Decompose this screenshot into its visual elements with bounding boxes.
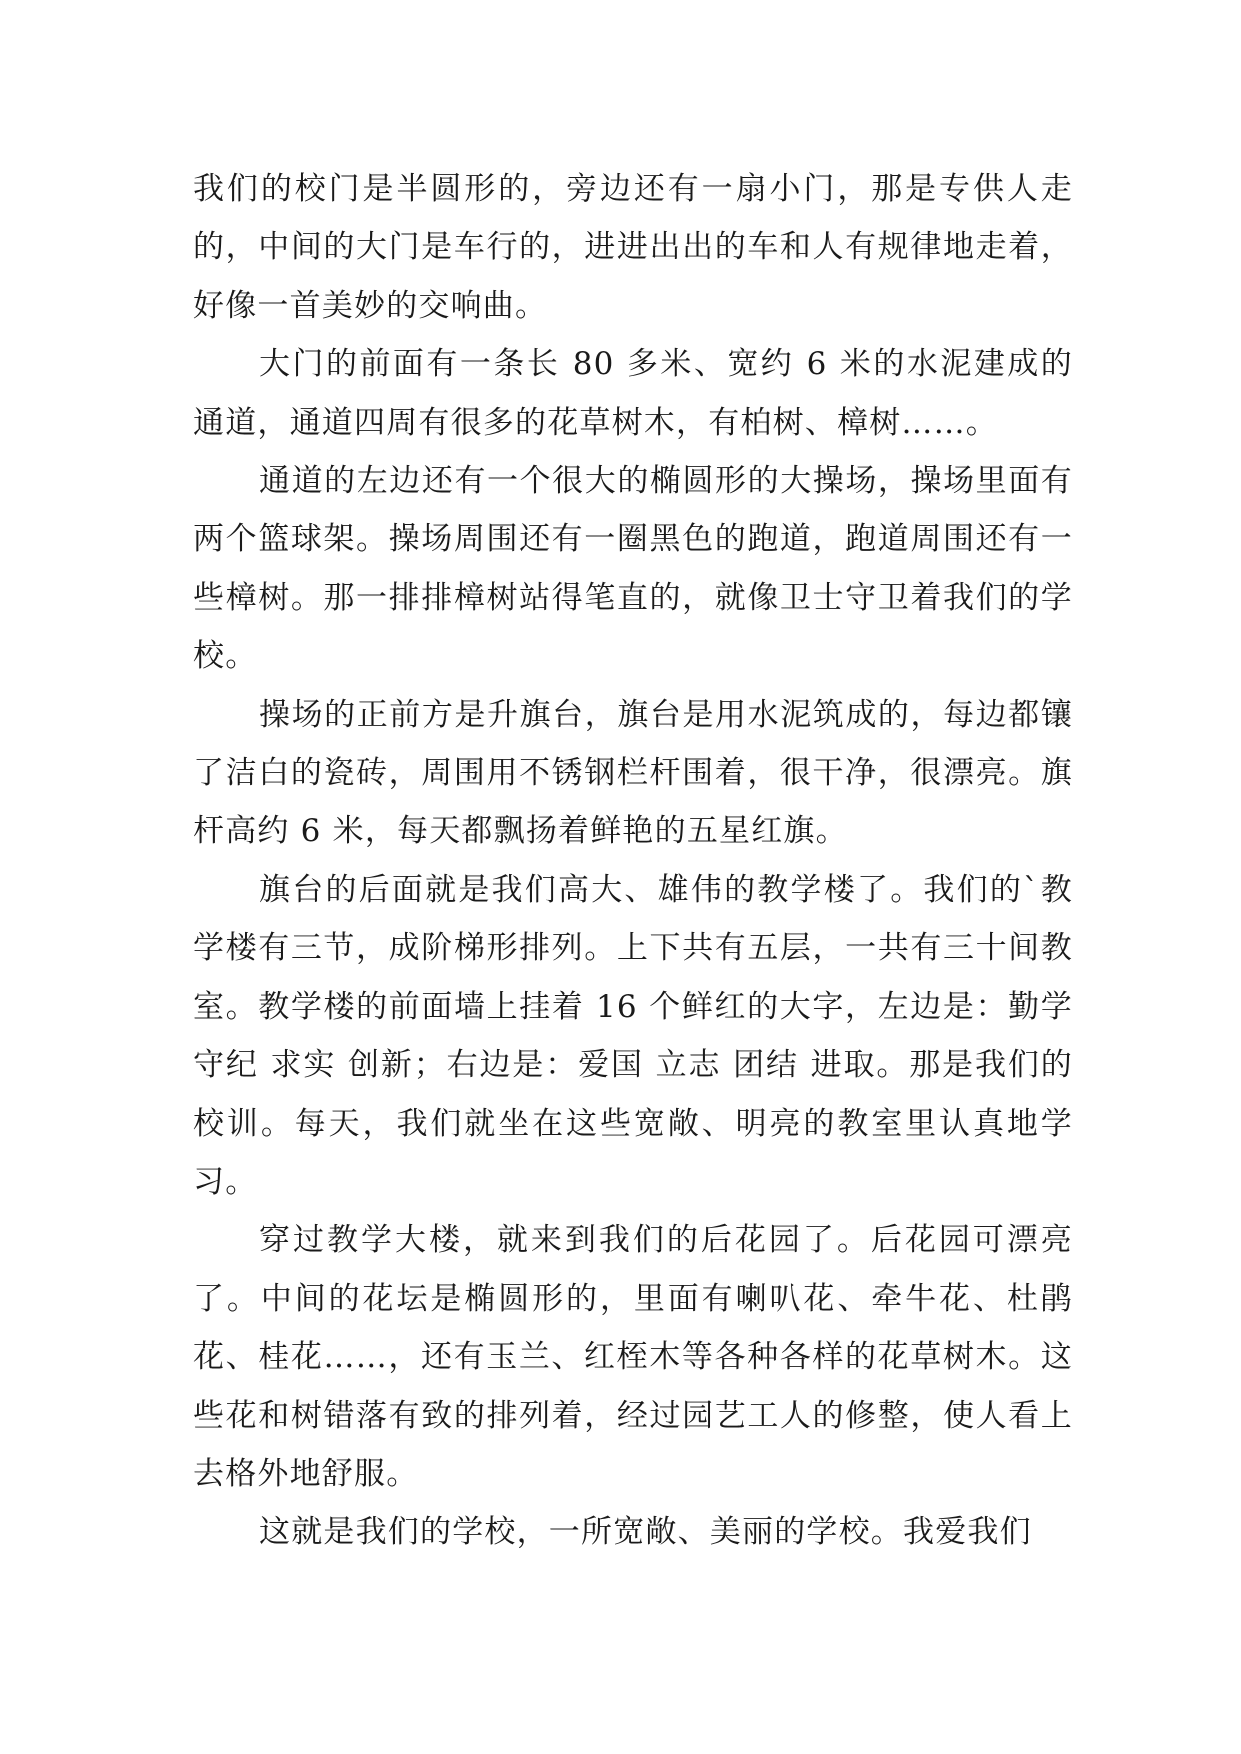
document-body bbox=[193, 160, 1073, 1562]
paragraph-teaching-building: 旗台的后面就是我们高大、雄伟的教学楼了。我们的`教学楼有三节，成阶梯形排列。上下共有五层，一共有三十间教室。教学楼的前面墙上挂着 16 个鲜红的大字，左边是：勤学 守纪 求实 创新；右边是：爱国 立志 团结 进取。那是我们的校训。每天，我们就坐在这些宽敞、明亮的教室里认真地学习。 bbox=[193, 871, 1073, 1200]
paragraph-conclusion: 这就是我们的学校，一所宽敞、美丽的学校。我爱我们 bbox=[259, 1514, 1032, 1551]
paragraph-flag-platform: 操场的正前方是升旗台，旗台是用水泥筑成的，每边都镶了洁白的瓷砖，周围用不锈钢栏杆围着，很干净，很漂亮。旗杆高约 6 米，每天都飘扬着鲜艳的五星红旗。 bbox=[193, 696, 1073, 850]
paragraph-playground: 通道的左边还有一个很大的椭圆形的大操场，操场里面有两个篮球架。操场周围还有一圈黑色的跑道，跑道周围还有一些樟树。那一排排樟树站得笔直的，就像卫士守卫着我们的学校。 bbox=[193, 463, 1073, 675]
paragraph-passage: 大门的前面有一条长 80 多米、宽约 6 米的水泥建成的通道，通道四周有很多的花草树木，有柏树、樟树……。 bbox=[193, 346, 1073, 441]
paragraph-school-gate: 我们的校门是半圆形的，旁边还有一扇小门，那是专供人走的，中间的大门是车行的，进进出出的车和人有规律地走着，好像一首美妙的交响曲。 bbox=[193, 171, 1073, 324]
paragraph-back-garden: 穿过教学大楼，就来到我们的后花园了。后花园可漂亮了。中间的花坛是椭圆形的，里面有喇叭花、牵牛花、杜鹃花、桂花……，还有玉兰、红桎木等各种各样的花草树木。这些花和树错落有致的排列着，经过园艺工人的修整，使人看上去格外地舒服。 bbox=[193, 1222, 1073, 1492]
